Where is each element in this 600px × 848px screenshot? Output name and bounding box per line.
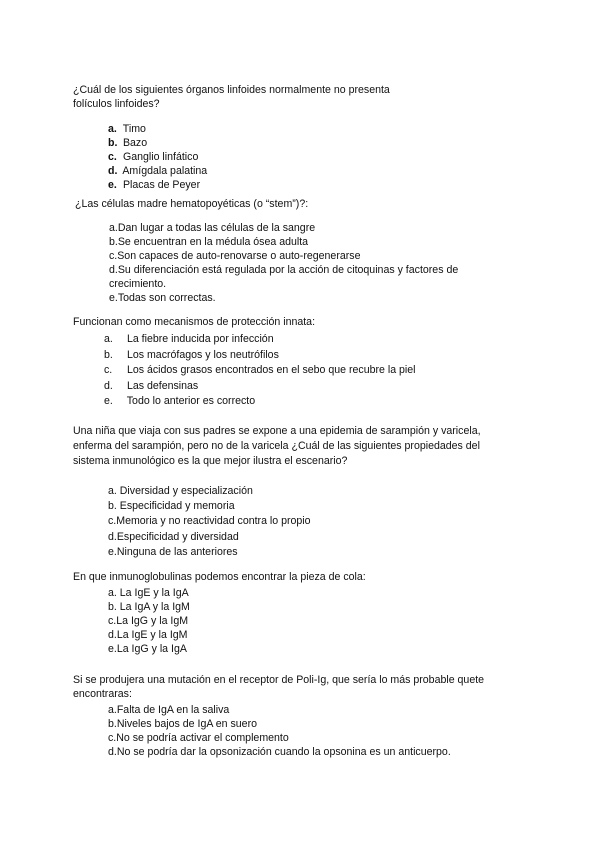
option-d: d.No se podría dar la opsonización cuando la opsonina es un anticuerpo. (108, 746, 451, 758)
option-letter: a. (108, 123, 117, 135)
option-a (73, 332, 513, 348)
option-text: Amígdala palatina (122, 165, 208, 177)
question-1 (73, 83, 513, 192)
option-letter: e. (104, 395, 113, 408)
question-2 (75, 197, 515, 305)
question-4 (73, 424, 513, 560)
option-list (108, 484, 513, 560)
option-text: Las defensinas (126, 379, 199, 392)
question-stem: En que inmunoglobulinas podemos encontrar la pieza de cola: (73, 571, 366, 583)
option-a: a.Dan lugar a todas las células de la sangre (109, 222, 316, 234)
option-e (73, 394, 513, 410)
option-d: d.Su diferenciación está regulada por la acción de citoquinas y factores de crecimiento. (109, 264, 459, 290)
option-letter: c. (108, 151, 117, 163)
option-text: Ganglio linfático (122, 151, 199, 163)
option-e: e.La IgG y la IgA (108, 643, 187, 655)
option-c: c.No se podría activar el complemento (108, 732, 289, 744)
question-stem: Si se produjera una mutación en el receptor de Poli-Ig, que sería lo más probable quete encontraras: (73, 674, 485, 700)
option-a (108, 122, 513, 136)
option-text: La fiebre inducida por infección (126, 333, 274, 345)
option-text: Los macrófagos y los neutrófilos (126, 348, 279, 361)
option-letter: e. (108, 179, 117, 191)
option-text: Timo (122, 123, 146, 135)
question-3 (73, 315, 513, 410)
question-stem: ¿Cuál de los siguientes órganos linfoides normalmente no presenta folículos linfoides? (73, 84, 390, 110)
option-letter: b. (108, 137, 118, 149)
option-b: b.Se encuentran en la médula ósea adulta (109, 236, 309, 248)
option-c: c.La IgG y la IgM (108, 615, 189, 627)
option-list (108, 586, 513, 656)
option-text: Bazo (122, 137, 148, 149)
option-d: d.Especificidad y diversidad (108, 530, 239, 543)
option-letter: a. (104, 333, 113, 345)
option-list (108, 122, 513, 192)
question-stem: Funcionan como mecanismos de protección innata: (73, 316, 316, 328)
option-e: e.Todas son correctas. (109, 292, 216, 304)
option-b: b. La IgA y la IgM (108, 601, 190, 613)
option-text: Placas de Peyer (122, 179, 201, 191)
option-text: Los ácidos grasos encontrados en el sebo que recubre la piel (126, 364, 416, 377)
option-c (73, 363, 513, 379)
option-list (108, 703, 513, 759)
question-6 (73, 673, 513, 759)
option-list (73, 332, 513, 410)
option-letter: d. (104, 379, 113, 392)
option-a: a. Diversidad y especialización (108, 485, 253, 497)
option-letter: b. (104, 348, 113, 361)
option-letter: d. (108, 165, 118, 177)
option-b (108, 136, 513, 150)
question-stem: Una niña que viaja con sus padres se expone a una epidemia de sarampión y varicela, enferma del sarampión, pero no de la varicela ¿Cuál de las siguientes propiedades del sistema inmunológico es la que mejor ilustra el escenario? (73, 425, 481, 467)
option-letter: c. (104, 364, 113, 377)
question-5 (73, 570, 513, 656)
option-a: a.Falta de IgA en la saliva (108, 704, 230, 716)
option-e: e.Ninguna de las anteriores (108, 545, 238, 558)
option-c (108, 150, 513, 164)
option-d: d.La IgE y la IgM (108, 629, 188, 641)
option-e (108, 178, 513, 192)
option-c: c.Son capaces de auto-renovarse o auto-regenerarse (109, 250, 361, 262)
option-c: c.Memoria y no reactividad contra lo propio (108, 515, 311, 528)
question-stem: ¿Las células madre hematopoyéticas (o “stem”)?: (75, 198, 309, 210)
option-b: b. Especificidad y memoria (108, 500, 235, 513)
option-a: a. La IgE y la IgA (108, 587, 189, 599)
option-d (73, 379, 513, 395)
option-b: b.Niveles bajos de IgA en suero (108, 718, 257, 730)
option-b (73, 348, 513, 364)
option-d (108, 164, 513, 178)
option-list (109, 221, 515, 305)
option-text: Todo lo anterior es correcto (126, 395, 256, 408)
